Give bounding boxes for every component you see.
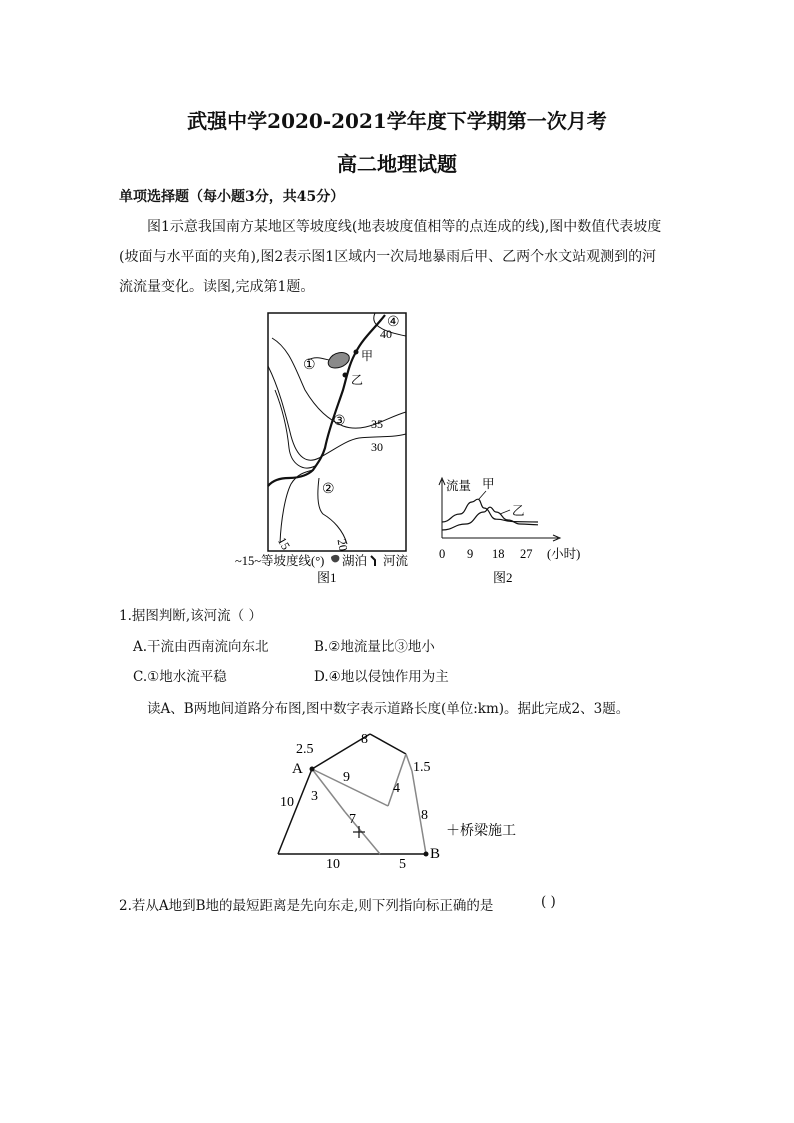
label-circle4: ④ (387, 315, 400, 330)
q1-option-a[interactable]: A.干流由西南流向东北 (133, 639, 269, 655)
figure1-caption: 图1 (317, 570, 337, 585)
label-circle2: ② (322, 482, 335, 497)
fig2-tick-9: 9 (467, 547, 474, 561)
label-15: 15 (274, 534, 294, 553)
figure1-frame (268, 313, 406, 551)
station-yi-point (343, 373, 348, 378)
exam-title: 武强中学2020-2021学年度下学期第一次月考 (187, 109, 607, 133)
figure2-chart (439, 477, 580, 585)
fig2-tick-27: 27 (520, 547, 533, 561)
road-label-10-left: 10 (280, 795, 294, 810)
fig2-label-jia: 甲 (482, 477, 495, 491)
label-yi: 乙 (351, 373, 364, 387)
label-jia: 甲 (361, 349, 374, 363)
road-label-9: 9 (343, 770, 350, 785)
exam-subtitle: 高二地理试题 (337, 152, 457, 176)
intro1-line1: 图1示意我国南方某地区等坡度线(地表坡度值相等的点连成的线),图中数值代表坡度 (147, 219, 662, 235)
road-label-b: B (430, 846, 441, 862)
road-4 (388, 754, 406, 806)
intro1-line2: (坡面与水平面的夹角),图2表示图1区域内一次局地暴雨后甲、乙两个水文站观测到的河 (119, 249, 657, 265)
road-label-1-5: 1.5 (413, 760, 431, 775)
label-30: 30 (371, 440, 383, 454)
legend-river: 河流 (383, 554, 409, 568)
point-b (424, 852, 429, 857)
label-20: 20 (334, 537, 351, 553)
road-a-9 (312, 769, 388, 806)
road-label-2-5: 2.5 (296, 742, 314, 757)
road-top-right (370, 734, 406, 754)
figure2-caption: 图2 (493, 570, 513, 585)
q1-option-c[interactable]: C.①地水流平稳 (133, 669, 227, 685)
q2-stem: 2.若从A地到B地的最短距离是先向东走,则下列指向标正确的是 (119, 898, 494, 914)
fig2-tick-18: 18 (492, 547, 505, 561)
contour-15 (280, 470, 313, 543)
legend-lake-icon (331, 555, 339, 563)
road-a-10 (278, 769, 312, 854)
road-label-a: A (292, 761, 303, 777)
q1-option-b[interactable]: B.②地流量比③地小 (314, 639, 435, 655)
legend-lake: 湖泊 (342, 554, 368, 568)
fig2-ylabel: 流量 (446, 479, 472, 493)
road-right-upper (406, 754, 412, 771)
fig2-leader-jia (479, 491, 486, 499)
point-a (310, 767, 315, 772)
road-label-5: 5 (399, 857, 406, 872)
road-label-8-top: 8 (361, 732, 368, 747)
fig2-label-yi: 乙 (512, 504, 525, 518)
q1-stem: 1.据图判断,该河流（ ） (119, 608, 262, 624)
station-jia-point (354, 350, 359, 355)
label-40: 40 (380, 327, 392, 341)
label-35: 35 (371, 417, 383, 431)
fig2-leader-yi (500, 510, 510, 514)
q2-paren: ( ) (541, 894, 556, 910)
label-circle3: ③ (333, 414, 346, 429)
legend-contour: ~15~等坡度线(°) (235, 554, 325, 568)
figure1-figure2 (225, 308, 595, 590)
road-legend-bridge: ＋桥梁施工 (446, 824, 516, 839)
label-circle1: ① (303, 358, 316, 373)
road-label-10-bottom: 10 (326, 857, 340, 872)
fig2-tick-0: 0 (439, 547, 446, 561)
road-label-4: 4 (393, 781, 400, 796)
road-label-7: 7 (349, 812, 356, 827)
road-map-figure (270, 725, 540, 875)
section-heading: 单项选择题（每小题3分，共45分） (119, 189, 345, 205)
road-label-8-right: 8 (421, 808, 428, 823)
intro2: 读A、B两地间道路分布图,图中数字表示道路长度(单位:km)。据此完成2、3题。 (147, 701, 630, 717)
road-label-3: 3 (311, 789, 318, 804)
river-path (268, 315, 385, 486)
intro1-line3: 流流量变化。读图,完成第1题。 (119, 279, 315, 295)
fig2-x-unit: (小时) (547, 547, 581, 561)
lake-shape (328, 353, 349, 368)
q1-option-d[interactable]: D.④地以侵蚀作用为主 (314, 669, 449, 685)
contour-inner (275, 390, 315, 468)
legend-river-icon (371, 556, 375, 566)
